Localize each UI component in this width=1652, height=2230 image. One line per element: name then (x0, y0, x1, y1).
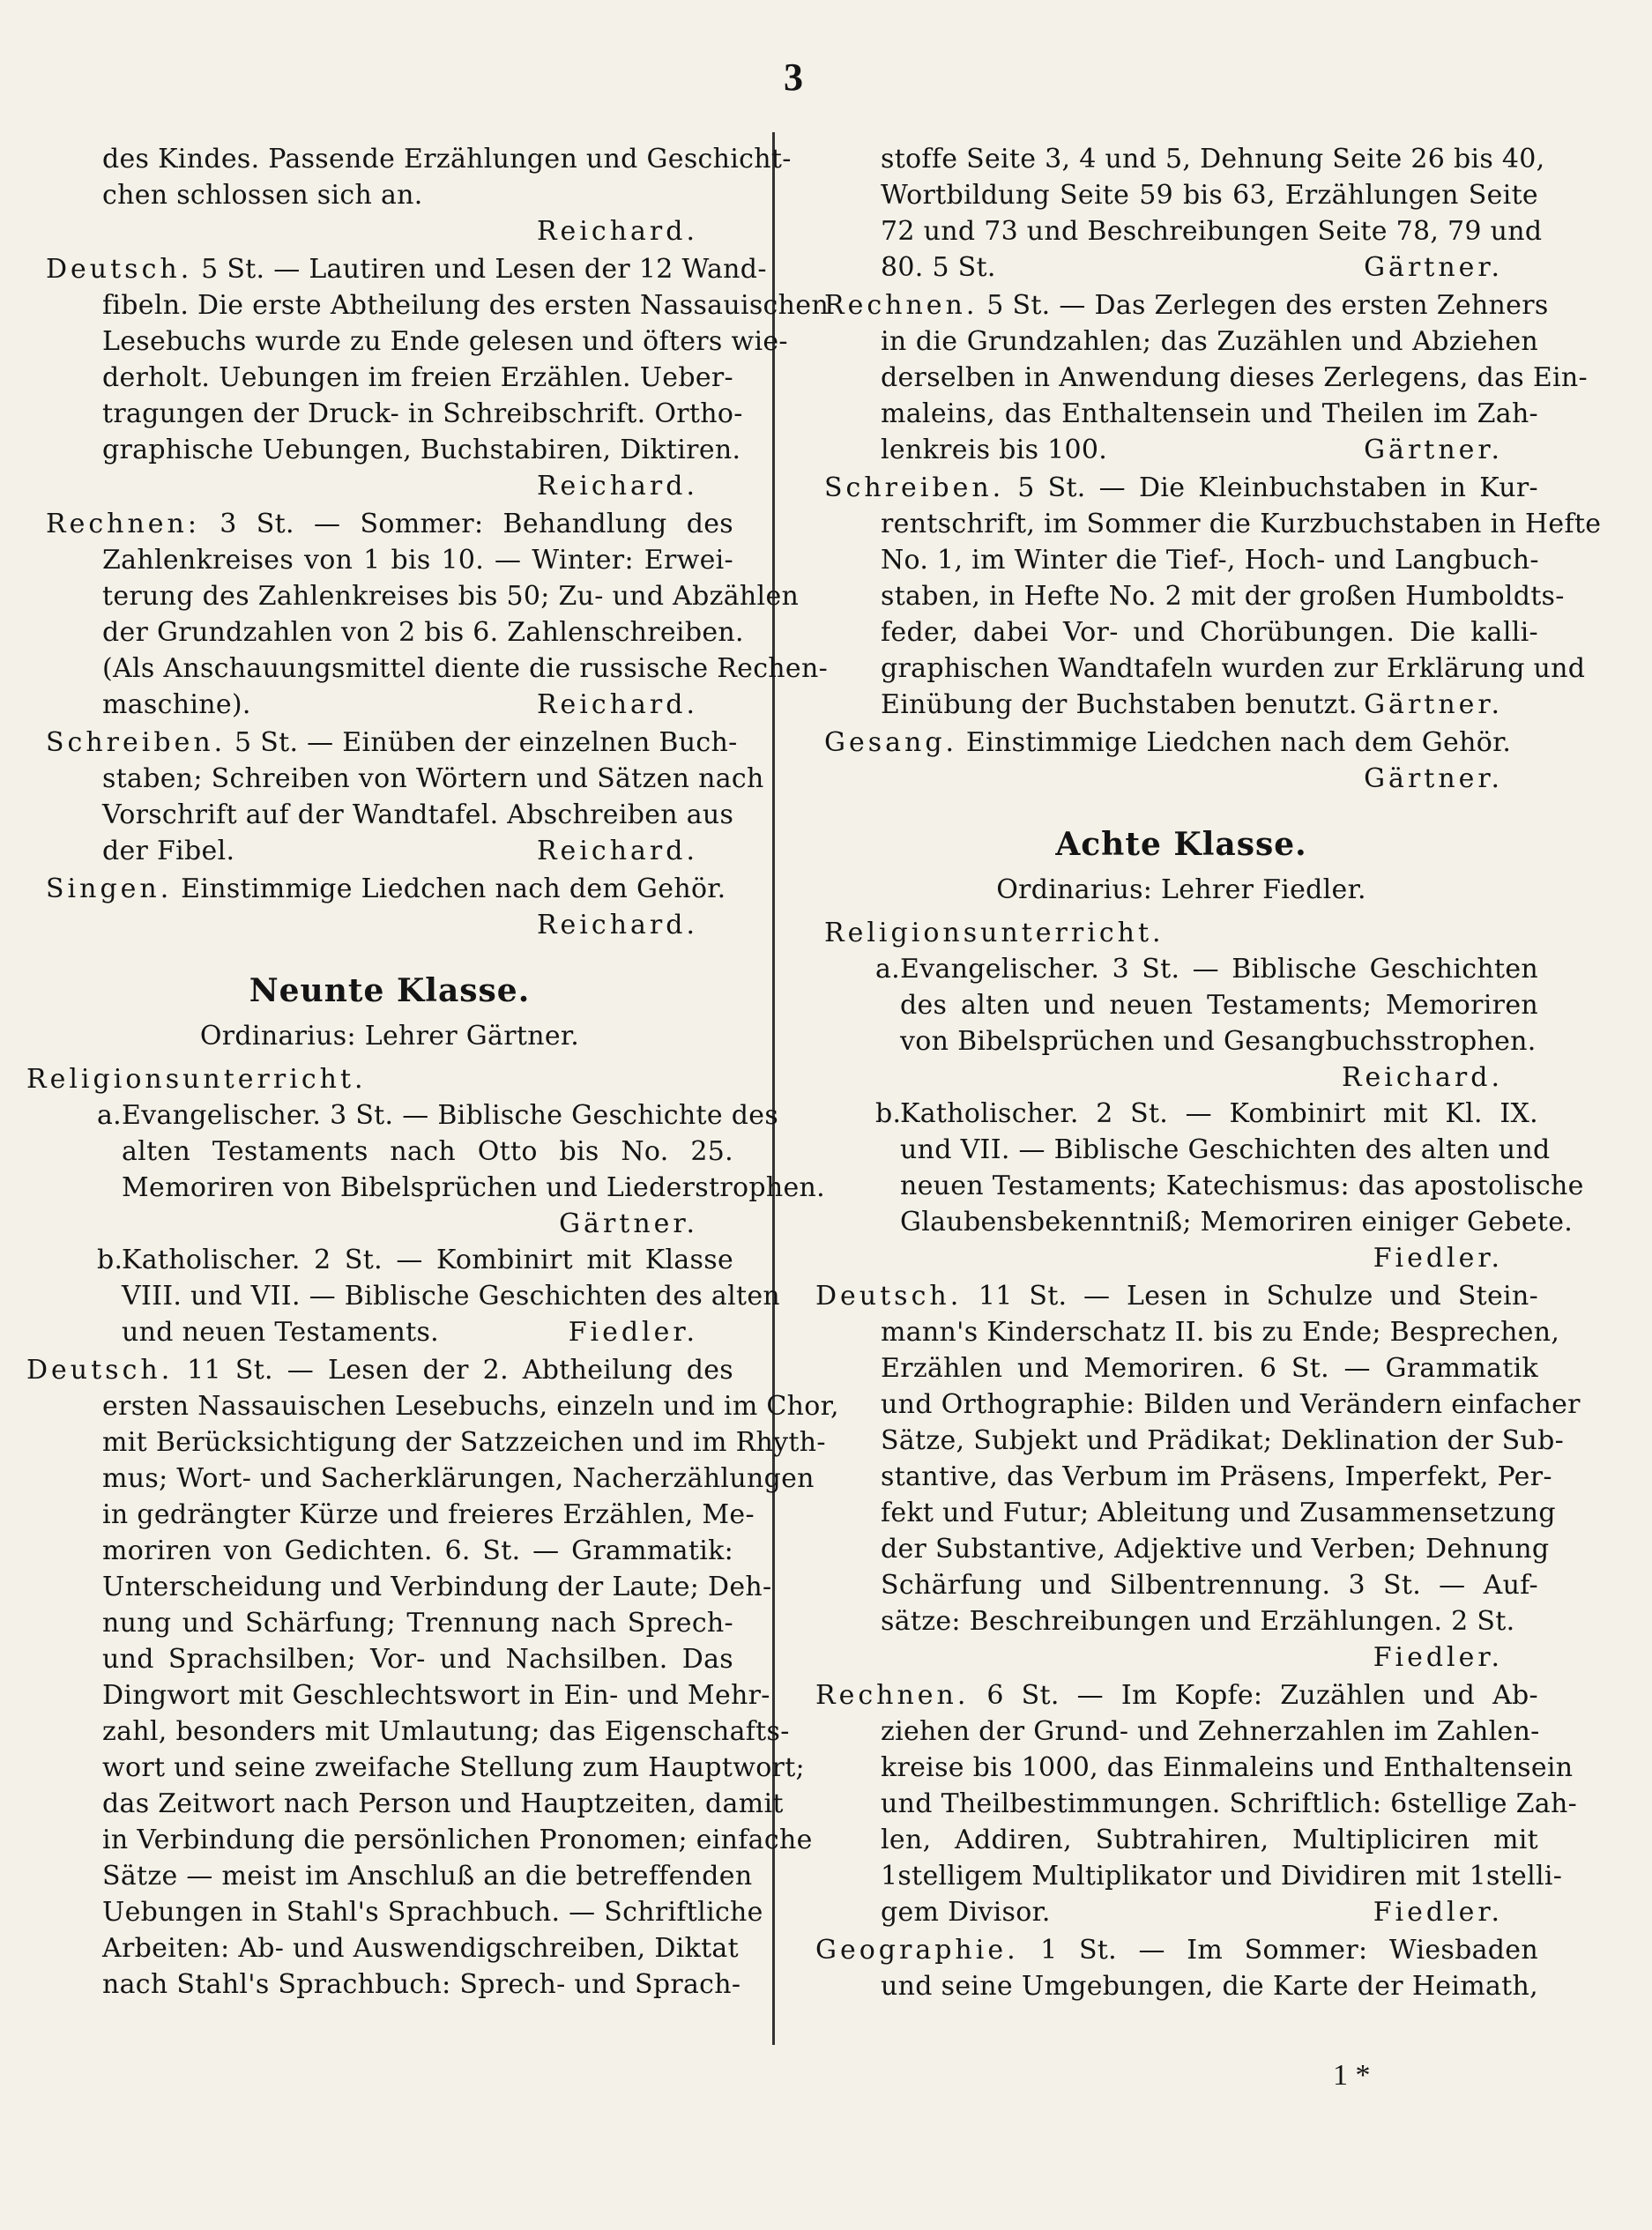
text-line: Sätze, Subjekt und Prädikat; Deklination der Sub- (881, 1425, 1565, 1456)
text-line: Einstimmige Liedchen nach dem Gehör. (181, 873, 726, 904)
left-column (26, 141, 839, 2003)
text-line: neuen Testaments; Katechismus: das apostolische (900, 1171, 1584, 1201)
subject-label: Deutsch. (26, 1355, 174, 1386)
item-marker: a. (97, 1100, 123, 1131)
text-line: Sätze — meist im Anschluß an die betreffenden (102, 1861, 753, 1892)
section-schreiben (824, 470, 1602, 723)
section-gesang (824, 725, 1538, 797)
text-line: zahl, besonders mit Umlautung; das Eigenschafts- (102, 1716, 790, 1747)
page-number: 3 (784, 56, 803, 99)
text-line: graphische Uebungen, Buchstabiren, Diktiren. (102, 435, 741, 465)
item-marker: b. (97, 1245, 123, 1275)
subject-label: Geographie. (815, 1935, 1019, 1966)
text-line: sätze: Beschreibungen und Erzählungen. 2 St. (881, 1606, 1515, 1637)
right-column (815, 144, 1602, 2004)
text-line: 1 St. — Im Sommer: Wiesbaden (1040, 1935, 1538, 1966)
text-line: Katholischer. 2 St. — Kombinirt mit Kl. IX. (900, 1098, 1538, 1129)
text-line: feder, dabei Vor- und Chorübungen. Die kalli- (881, 617, 1538, 648)
text-line: 1stelligem Multiplikator und Dividiren mit 1stelli- (881, 1861, 1563, 1892)
text-line: des alten und neuen Testaments; Memoriren (900, 990, 1538, 1021)
section-schreiben (46, 725, 764, 869)
text-line: der Grundzahlen von 2 bis 6. Zahlenschreiben. (102, 617, 744, 648)
text-line: 5 St. — Die Kleinbuchstaben in Kur- (1017, 472, 1538, 503)
religion-b (46, 1242, 733, 1278)
text-line: moriren von Gedichten. 6. St. — Grammatik: (102, 1535, 733, 1566)
subject-label: Rechnen. (824, 290, 979, 321)
item-marker: a. (875, 954, 901, 985)
class-heading: Achte Klasse. (1055, 826, 1307, 863)
teacher-signature: Gärtner. (1364, 252, 1503, 283)
subject-label: Deutsch. (46, 254, 193, 285)
text-line: Einstimmige Liedchen nach dem Gehör. (965, 727, 1512, 758)
text-line: graphischen Wandtafeln wurden zur Erklärung und (881, 653, 1586, 684)
text-line: stantive, das Verbum im Präsens, Imperfekt, Per- (881, 1461, 1552, 1492)
text-line: von Bibelsprüchen und Gesangbuchsstrophen. (900, 1026, 1537, 1057)
teacher-signature: Gärtner. (1364, 435, 1503, 465)
text-line: in die Grundzahlen; das Zuzählen und Abziehen (881, 326, 1538, 357)
section-deutsch (815, 1278, 1581, 1676)
text-line: ziehen der Grund- und Zehnerzahlen im Zahlen- (881, 1716, 1540, 1747)
text-line: staben, in Hefte No. 2 mit der großen Humboldts- (881, 581, 1565, 612)
teacher-signature: Reichard. (536, 910, 698, 940)
teacher-signature: Reichard. (536, 689, 698, 720)
text-line: Lesebuchs wurde zu Ende gelesen und öfters wie- (102, 326, 788, 357)
subject-label: Rechnen. (815, 1680, 970, 1711)
text-line: derselben in Anwendung dieses Zerlegens, das Ein- (881, 362, 1588, 393)
text-line: Dingwort mit Geschlechtswort in Ein- und Mehr- (102, 1680, 770, 1711)
religion-a (824, 951, 1538, 987)
text-line: und seine Umgebungen, die Karte der Heimath, (881, 1971, 1538, 2002)
text-line: mann's Kinderschatz II. bis zu Ende; Besprechen, (881, 1317, 1560, 1348)
teacher-signature: Reichard. (1341, 1062, 1503, 1093)
text-line: alten Testaments nach Otto bis No. 25. (122, 1136, 733, 1167)
subject-label: Schreiben. (824, 472, 1005, 503)
text-line: staben; Schreiben von Wörtern und Sätzen nach (102, 763, 764, 794)
text-line: Arbeiten: Ab- und Auswendigschreiben, Diktat (102, 1933, 739, 1964)
text-line: gem Divisor. (881, 1897, 1051, 1928)
text-line: in gedrängter Kürze und freieres Erzählen, Me- (102, 1499, 755, 1530)
section-rechnen-2 (815, 1677, 1578, 1930)
teacher-signature: Fiedler. (568, 1317, 698, 1348)
teacher-signature: Fiedler. (1373, 1897, 1503, 1928)
text-line: 11 St. — Lesen der 2. Abtheilung des (187, 1355, 734, 1386)
teacher-signature: Reichard. (536, 216, 698, 247)
teacher-signature: Reichard. (536, 836, 698, 866)
text-line: kreise bis 1000, das Einmaleins und Enthaltensein (881, 1752, 1574, 1783)
text-line: 5 St. — Lautiren und Lesen der 12 Wand- (201, 254, 767, 285)
section-religion (824, 915, 1584, 1276)
text-line: des Kindes. Passende Erzählungen und Geschicht- (102, 144, 792, 175)
text-line: 11 St. — Lesen in Schulze und Stein- (978, 1281, 1539, 1312)
text-line: mit Berücksichtigung der Satzzeichen und im Rhyth- (102, 1427, 826, 1458)
religion-b (824, 1096, 1538, 1132)
ordinarius-line: Ordinarius: Lehrer Gärtner. (199, 1021, 580, 1052)
text-line: Unterscheidung und Verbindung der Laute; Deh- (102, 1572, 772, 1602)
teacher-signature: Gärtner. (1364, 763, 1503, 794)
subject-label: Deutsch. (815, 1281, 963, 1312)
text-line: maleins, das Enthaltensein und Theilen im Zah- (881, 398, 1538, 429)
signature-mark: 1 * (1333, 2059, 1371, 2092)
text-line: nung und Schärfung; Trennung nach Sprech- (102, 1608, 733, 1639)
text-line: Vorschrift auf der Wandtafel. Abschreiben aus (102, 799, 734, 830)
text-line: lenkreis bis 100. (881, 435, 1108, 465)
text-line: Evangelischer. 3 St. — Biblische Geschichten (900, 954, 1538, 985)
section-deutsch-2 (26, 1352, 839, 2003)
text-line: und Sprachsilben; Vor- und Nachsilben. Das (102, 1644, 733, 1675)
text-line: maschine). (102, 689, 251, 720)
text-line: und VII. — Biblische Geschichten des alten und (900, 1134, 1551, 1165)
text-line: mus; Wort- und Sacherklärungen, Nacherzählungen (102, 1463, 815, 1494)
text-line: der Fibel. (102, 836, 235, 866)
teacher-signature: Fiedler. (1373, 1243, 1503, 1274)
text-line: in Verbindung die persönlichen Pronomen; einfache (102, 1825, 813, 1855)
text-line: 6 St. — Im Kopfe: Zuzählen und Ab- (986, 1680, 1538, 1711)
text-line: fekt und Futur; Ableitung und Zusammensetzung (881, 1498, 1556, 1528)
text-line: 5 St. — Einüben der einzelnen Buch- (234, 727, 738, 758)
text-line: len, Addiren, Subtrahiren, Multipliciren mit (881, 1825, 1538, 1855)
text-line: stoffe Seite 3, 4 und 5, Dehnung Seite 26 bis 40, (881, 144, 1545, 175)
text-line: terung des Zahlenkreises bis 50; Zu- und Abzählen (102, 581, 800, 612)
section-religion (26, 1061, 825, 1350)
item-marker: b. (875, 1098, 902, 1129)
text-line: Katholischer. 2 St. — Kombinirt mit Klasse (122, 1245, 733, 1275)
teacher-signature: Fiedler. (1373, 1642, 1503, 1673)
text-line: Evangelischer. 3 St. — Biblische Geschichte des (122, 1100, 779, 1131)
section-geographie (815, 1932, 1538, 2004)
class-heading: Neunte Klasse. (249, 972, 531, 1009)
section-rechnen (46, 506, 829, 723)
text-line: der Substantive, Adjektive und Verben; Dehnung (881, 1534, 1550, 1565)
text-line: 80. 5 St. (881, 252, 996, 283)
subject-label: Religionsunterricht. (26, 1064, 367, 1095)
text-line: Erzählen und Memoriren. 6 St. — Grammatik (881, 1353, 1538, 1384)
subject-label: Rechnen: (46, 509, 200, 539)
text-line: chen schlossen sich an. (102, 180, 423, 211)
text-line: Glaubensbekenntniß; Memoriren einiger Gebete. (900, 1207, 1574, 1238)
teacher-signature: Gärtner. (1364, 689, 1503, 720)
teacher-signature: Reichard. (536, 471, 698, 502)
text-line: Wortbildung Seite 59 bis 63, Erzählungen Seite (881, 180, 1538, 211)
section-singen (46, 871, 733, 943)
section-deutsch (46, 251, 829, 504)
text-line: Schärfung und Silbentrennung. 3 St. — Auf- (881, 1570, 1538, 1601)
text-line: Zahlenkreises von 1 bis 10. — Winter: Erwei- (102, 545, 733, 576)
text-line: wort und seine zweifache Stellung zum Hauptwort; (102, 1752, 805, 1783)
teacher-signature: Gärtner. (559, 1208, 698, 1239)
text-line: 5 St. — Das Zerlegen des ersten Zehners (986, 290, 1549, 321)
text-line: und neuen Testaments. (122, 1317, 439, 1348)
text-line: 3 St. — Sommer: Behandlung des (220, 509, 733, 539)
text-line: derholt. Uebungen im freien Erzählen. Ueber- (102, 362, 733, 393)
text-line: (Als Anschauungsmittel diente die russische Rechen- (102, 653, 829, 684)
text-line: Uebungen in Stahl's Sprachbuch. — Schriftliche (102, 1897, 763, 1928)
ordinarius-line: Ordinarius: Lehrer Fiedler. (996, 874, 1366, 905)
subject-label: Singen. (46, 873, 173, 904)
text-line: VIII. und VII. — Biblische Geschichten des alten (122, 1281, 781, 1312)
text-line: nach Stahl's Sprachbuch: Sprech- und Sprach- (102, 1969, 741, 2000)
text-line: fibeln. Die erste Abtheilung des ersten Nassauischen (102, 290, 829, 321)
text-line: tragungen der Druck- in Schreibschrift. Ortho- (102, 398, 743, 429)
subject-label: Gesang. (824, 727, 958, 758)
text-line: 72 und 73 und Beschreibungen Seite 78, 79 und (881, 216, 1543, 247)
subject-label: Schreiben. (46, 727, 227, 758)
text-line: Einübung der Buchstaben benutzt. (881, 689, 1358, 720)
text-line: ersten Nassauischen Lesebuchs, einzeln und im Chor, (102, 1391, 839, 1422)
religion-a (46, 1097, 779, 1134)
section-rechnen (824, 287, 1588, 468)
text-line: Memoriren von Bibelsprüchen und Liederstrophen. (122, 1172, 825, 1203)
text-line: rentschrift, im Sommer die Kurzbuchstaben in Hefte (881, 509, 1602, 539)
text-line: und Theilbestimmungen. Schriftlich: 6stellige Zah- (881, 1788, 1578, 1819)
text-line: und Orthographie: Bilden und Verändern einfacher (881, 1389, 1581, 1420)
text-line: No. 1, im Winter die Tief-, Hoch- und Langbuch- (881, 545, 1539, 576)
text-line: das Zeitwort nach Person und Hauptzeiten, damit (102, 1788, 784, 1819)
subject-label: Religionsunterricht. (824, 918, 1165, 948)
